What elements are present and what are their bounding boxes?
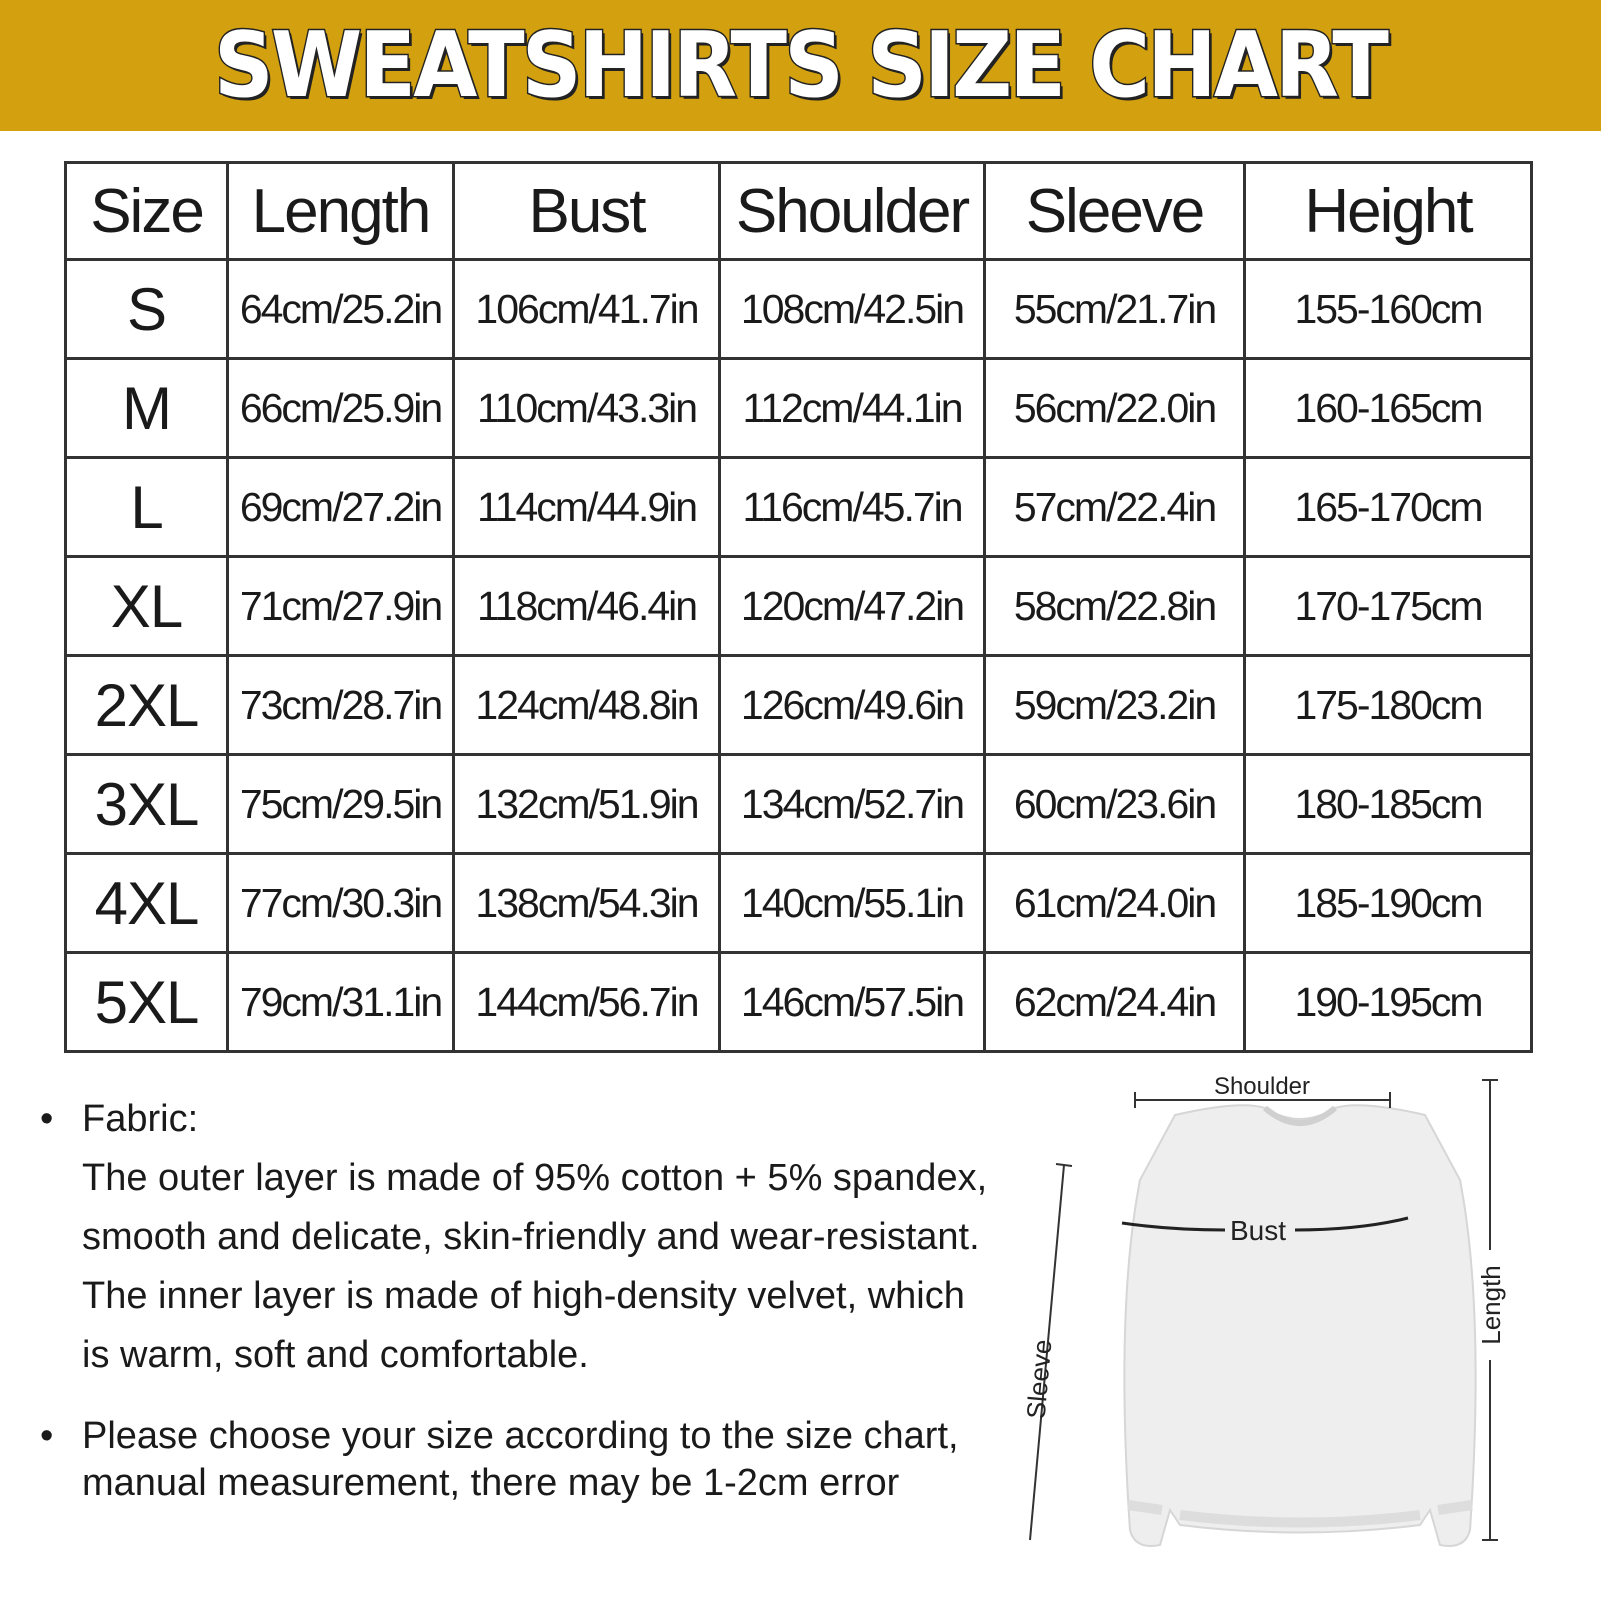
title-banner: [0, 0, 1601, 131]
height-cell: 180-185cm: [1245, 755, 1532, 854]
sleeve-cell: 60cm/23.6in: [985, 755, 1245, 854]
size-cell: M: [66, 359, 228, 458]
shoulder-cell: 120cm/47.2in: [720, 557, 985, 656]
table-row: [66, 854, 1532, 953]
bust-cell: 114cm/44.9in: [454, 458, 720, 557]
height-cell: 185-190cm: [1245, 854, 1532, 953]
size-cell: S: [66, 260, 228, 359]
height-cell: 170-175cm: [1245, 557, 1532, 656]
bust-cell: 124cm/48.8in: [454, 656, 720, 755]
bust-label: Bust: [1229, 1215, 1287, 1246]
measurement-diagram: [1020, 1060, 1580, 1600]
table-row: [66, 656, 1532, 755]
size-tip-note: [36, 1413, 1046, 1507]
table-row: [66, 755, 1532, 854]
table-row: [66, 359, 1532, 458]
length-cell: 73cm/28.7in: [228, 656, 454, 755]
sleeve-cell: 58cm/22.8in: [985, 557, 1245, 656]
sleeve-cell: 57cm/22.4in: [985, 458, 1245, 557]
bust-cell: 138cm/54.3in: [454, 854, 720, 953]
height-cell: 175-180cm: [1245, 656, 1532, 755]
size-cell: L: [66, 458, 228, 557]
fabric-line: The outer layer is made of 95% cotton + 5% spandex,: [82, 1157, 988, 1199]
header-height: Height: [1245, 163, 1532, 260]
header-bust: Bust: [454, 163, 720, 260]
page-title: SWEATSHIRTS SIZE CHART: [214, 13, 1387, 118]
header-shoulder: Shoulder: [720, 163, 985, 260]
length-cell: 77cm/30.3in: [228, 854, 454, 953]
table-row: [66, 260, 1532, 359]
size-cell: 3XL: [66, 755, 228, 854]
header-sleeve: Sleeve: [985, 163, 1245, 260]
length-measure: [1476, 1080, 1506, 1540]
fabric-heading: Fabric:: [82, 1098, 199, 1140]
bullet-icon: •: [40, 1415, 54, 1457]
shoulder-cell: 108cm/42.5in: [720, 260, 985, 359]
header-length: Length: [228, 163, 454, 260]
table-body: [66, 260, 1532, 1052]
length-cell: 64cm/25.2in: [228, 260, 454, 359]
fabric-note: [36, 1090, 1046, 1385]
size-cell: XL: [66, 557, 228, 656]
length-cell: 75cm/29.5in: [228, 755, 454, 854]
size-cell: 5XL: [66, 953, 228, 1052]
shoulder-cell: 140cm/55.1in: [720, 854, 985, 953]
shoulder-cell: 146cm/57.5in: [720, 953, 985, 1052]
shoulder-cell: 126cm/49.6in: [720, 656, 985, 755]
sweatshirt-illustration: [1124, 1105, 1475, 1546]
shoulder-measure: [1135, 1073, 1390, 1108]
fabric-line: is warm, soft and comfortable.: [82, 1334, 589, 1376]
size-table: [64, 161, 1533, 1053]
sleeve-cell: 62cm/24.4in: [985, 953, 1245, 1052]
header-size: Size: [66, 163, 228, 260]
height-cell: 165-170cm: [1245, 458, 1532, 557]
height-cell: 190-195cm: [1245, 953, 1532, 1052]
length-cell: 69cm/27.2in: [228, 458, 454, 557]
sleeve-cell: 59cm/23.2in: [985, 656, 1245, 755]
length-cell: 71cm/27.9in: [228, 557, 454, 656]
length-cell: 79cm/31.1in: [228, 953, 454, 1052]
size-cell: 4XL: [66, 854, 228, 953]
shoulder-cell: 112cm/44.1in: [720, 359, 985, 458]
bust-cell: 106cm/41.7in: [454, 260, 720, 359]
length-cell: 66cm/25.9in: [228, 359, 454, 458]
bust-cell: 132cm/51.9in: [454, 755, 720, 854]
size-tip-line: Please choose your size according to the size chart,: [82, 1415, 959, 1457]
size-tip-line: manual measurement, there may be 1-2cm error: [82, 1462, 900, 1504]
table-header-row: [66, 163, 1532, 260]
size-cell: 2XL: [66, 656, 228, 755]
notes-section: [36, 1090, 1046, 1507]
fabric-line: smooth and delicate, skin-friendly and wear-resistant.: [82, 1216, 980, 1258]
table-row: [66, 458, 1532, 557]
height-cell: 160-165cm: [1245, 359, 1532, 458]
sleeve-cell: 56cm/22.0in: [985, 359, 1245, 458]
bullet-icon: •: [40, 1098, 54, 1140]
table-row: [66, 557, 1532, 656]
height-cell: 155-160cm: [1245, 260, 1532, 359]
shoulder-cell: 116cm/45.7in: [720, 458, 985, 557]
bust-cell: 110cm/43.3in: [454, 359, 720, 458]
table-row: [66, 953, 1532, 1052]
fabric-line: The inner layer is made of high-density velvet, which: [82, 1275, 965, 1317]
sleeve-label: Sleeve: [1020, 1338, 1058, 1421]
sleeve-cell: 61cm/24.0in: [985, 854, 1245, 953]
shoulder-label: Shoulder: [1213, 1073, 1311, 1100]
shoulder-cell: 134cm/52.7in: [720, 755, 985, 854]
sleeve-cell: 55cm/21.7in: [985, 260, 1245, 359]
bust-cell: 118cm/46.4in: [454, 557, 720, 656]
bust-cell: 144cm/56.7in: [454, 953, 720, 1052]
length-label: Length: [1476, 1265, 1506, 1345]
